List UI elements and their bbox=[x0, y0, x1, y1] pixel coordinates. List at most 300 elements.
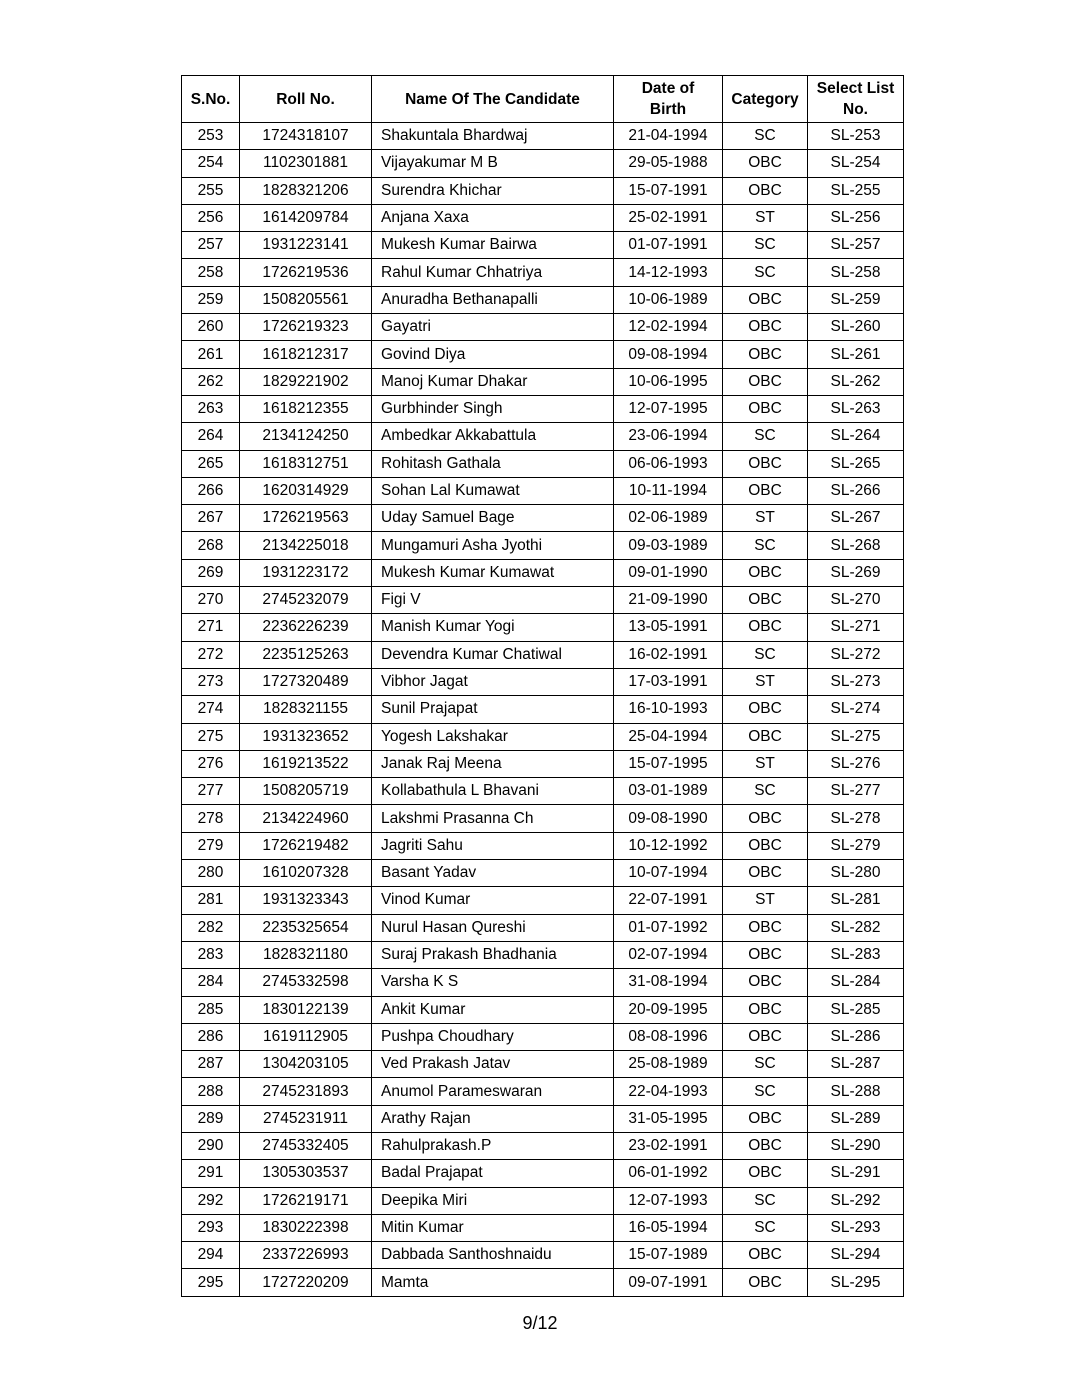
cell-date-of-birth: 15-07-1989 bbox=[614, 1242, 723, 1269]
cell-category: ST bbox=[723, 887, 808, 914]
cell-sno: 255 bbox=[182, 177, 240, 204]
cell-sno: 261 bbox=[182, 341, 240, 368]
table-row bbox=[182, 232, 904, 259]
cell-select-list-no: SL-265 bbox=[808, 450, 904, 477]
cell-candidate-name: Ankit Kumar bbox=[372, 996, 614, 1023]
cell-sno: 281 bbox=[182, 887, 240, 914]
cell-category: OBC bbox=[723, 177, 808, 204]
cell-date-of-birth: 21-09-1990 bbox=[614, 587, 723, 614]
cell-roll-no: 1830222398 bbox=[240, 1214, 372, 1241]
table-row bbox=[182, 450, 904, 477]
cell-category: OBC bbox=[723, 614, 808, 641]
cell-candidate-name: Yogesh Lakshakar bbox=[372, 723, 614, 750]
cell-category: OBC bbox=[723, 559, 808, 586]
cell-select-list-no: SL-278 bbox=[808, 805, 904, 832]
cell-roll-no: 2235125263 bbox=[240, 641, 372, 668]
cell-roll-no: 1305303537 bbox=[240, 1160, 372, 1187]
cell-sno: 291 bbox=[182, 1160, 240, 1187]
cell-candidate-name: Janak Raj Meena bbox=[372, 750, 614, 777]
cell-category: SC bbox=[723, 1051, 808, 1078]
cell-candidate-name: Surendra Khichar bbox=[372, 177, 614, 204]
cell-roll-no: 2745332598 bbox=[240, 969, 372, 996]
candidate-table-container bbox=[181, 75, 903, 1297]
table-row bbox=[182, 668, 904, 695]
cell-roll-no: 1726219323 bbox=[240, 314, 372, 341]
cell-category: OBC bbox=[723, 941, 808, 968]
cell-roll-no: 1931323652 bbox=[240, 723, 372, 750]
table-row bbox=[182, 1105, 904, 1132]
cell-select-list-no: SL-284 bbox=[808, 969, 904, 996]
table-row bbox=[182, 395, 904, 422]
cell-candidate-name: Rahul Kumar Chhatriya bbox=[372, 259, 614, 286]
cell-roll-no: 1508205719 bbox=[240, 778, 372, 805]
cell-select-list-no: SL-273 bbox=[808, 668, 904, 695]
table-row bbox=[182, 532, 904, 559]
cell-date-of-birth: 22-04-1993 bbox=[614, 1078, 723, 1105]
cell-roll-no: 1830122139 bbox=[240, 996, 372, 1023]
table-row bbox=[182, 1214, 904, 1241]
cell-sno: 256 bbox=[182, 204, 240, 231]
cell-category: OBC bbox=[723, 1242, 808, 1269]
cell-date-of-birth: 02-06-1989 bbox=[614, 505, 723, 532]
cell-select-list-no: SL-262 bbox=[808, 368, 904, 395]
cell-date-of-birth: 12-07-1993 bbox=[614, 1187, 723, 1214]
cell-candidate-name: Kollabathula L Bhavani bbox=[372, 778, 614, 805]
table-row bbox=[182, 177, 904, 204]
cell-select-list-no: SL-282 bbox=[808, 914, 904, 941]
cell-category: ST bbox=[723, 505, 808, 532]
cell-category: OBC bbox=[723, 1023, 808, 1050]
cell-date-of-birth: 29-05-1988 bbox=[614, 150, 723, 177]
cell-date-of-birth: 23-06-1994 bbox=[614, 423, 723, 450]
table-row bbox=[182, 505, 904, 532]
cell-sno: 294 bbox=[182, 1242, 240, 1269]
cell-candidate-name: Jagriti Sahu bbox=[372, 832, 614, 859]
table-row bbox=[182, 1132, 904, 1159]
table-row bbox=[182, 641, 904, 668]
cell-date-of-birth: 12-02-1994 bbox=[614, 314, 723, 341]
cell-category: OBC bbox=[723, 696, 808, 723]
table-row bbox=[182, 259, 904, 286]
cell-sno: 278 bbox=[182, 805, 240, 832]
cell-sno: 258 bbox=[182, 259, 240, 286]
cell-category: ST bbox=[723, 668, 808, 695]
cell-category: OBC bbox=[723, 860, 808, 887]
cell-candidate-name: Rahulprakash.P bbox=[372, 1132, 614, 1159]
table-row bbox=[182, 614, 904, 641]
table-row bbox=[182, 969, 904, 996]
cell-candidate-name: Anumol Parameswaran bbox=[372, 1078, 614, 1105]
cell-sno: 272 bbox=[182, 641, 240, 668]
cell-candidate-name: Figi V bbox=[372, 587, 614, 614]
table-row bbox=[182, 1269, 904, 1296]
table-row bbox=[182, 1023, 904, 1050]
table-row bbox=[182, 750, 904, 777]
cell-date-of-birth: 09-03-1989 bbox=[614, 532, 723, 559]
cell-roll-no: 2745232079 bbox=[240, 587, 372, 614]
cell-category: ST bbox=[723, 750, 808, 777]
cell-sno: 290 bbox=[182, 1132, 240, 1159]
cell-category: SC bbox=[723, 641, 808, 668]
cell-candidate-name: Ved Prakash Jatav bbox=[372, 1051, 614, 1078]
cell-date-of-birth: 10-11-1994 bbox=[614, 477, 723, 504]
cell-roll-no: 1727320489 bbox=[240, 668, 372, 695]
table-row bbox=[182, 314, 904, 341]
cell-date-of-birth: 12-07-1995 bbox=[614, 395, 723, 422]
cell-roll-no: 1102301881 bbox=[240, 150, 372, 177]
cell-date-of-birth: 03-01-1989 bbox=[614, 778, 723, 805]
cell-sno: 279 bbox=[182, 832, 240, 859]
cell-roll-no: 1829221902 bbox=[240, 368, 372, 395]
cell-candidate-name: Vinod Kumar bbox=[372, 887, 614, 914]
cell-candidate-name: Rohitash Gathala bbox=[372, 450, 614, 477]
cell-candidate-name: Manish Kumar Yogi bbox=[372, 614, 614, 641]
table-row bbox=[182, 123, 904, 150]
cell-sno: 282 bbox=[182, 914, 240, 941]
cell-sno: 293 bbox=[182, 1214, 240, 1241]
cell-sno: 270 bbox=[182, 587, 240, 614]
cell-sno: 277 bbox=[182, 778, 240, 805]
cell-date-of-birth: 09-08-1994 bbox=[614, 341, 723, 368]
cell-category: SC bbox=[723, 1214, 808, 1241]
cell-date-of-birth: 25-04-1994 bbox=[614, 723, 723, 750]
cell-candidate-name: Sohan Lal Kumawat bbox=[372, 477, 614, 504]
table-row bbox=[182, 204, 904, 231]
cell-date-of-birth: 25-02-1991 bbox=[614, 204, 723, 231]
cell-roll-no: 1618312751 bbox=[240, 450, 372, 477]
cell-date-of-birth: 13-05-1991 bbox=[614, 614, 723, 641]
cell-select-list-no: SL-275 bbox=[808, 723, 904, 750]
cell-sno: 288 bbox=[182, 1078, 240, 1105]
cell-candidate-name: Devendra Kumar Chatiwal bbox=[372, 641, 614, 668]
cell-select-list-no: SL-285 bbox=[808, 996, 904, 1023]
cell-roll-no: 1618212317 bbox=[240, 341, 372, 368]
cell-roll-no: 2337226993 bbox=[240, 1242, 372, 1269]
cell-category: OBC bbox=[723, 1132, 808, 1159]
cell-date-of-birth: 31-05-1995 bbox=[614, 1105, 723, 1132]
candidate-table bbox=[181, 75, 904, 1297]
cell-select-list-no: SL-280 bbox=[808, 860, 904, 887]
cell-select-list-no: SL-289 bbox=[808, 1105, 904, 1132]
cell-candidate-name: Mukesh Kumar Bairwa bbox=[372, 232, 614, 259]
cell-sno: 271 bbox=[182, 614, 240, 641]
cell-category: SC bbox=[723, 123, 808, 150]
cell-candidate-name: Arathy Rajan bbox=[372, 1105, 614, 1132]
cell-select-list-no: SL-264 bbox=[808, 423, 904, 450]
cell-date-of-birth: 10-06-1989 bbox=[614, 286, 723, 313]
cell-roll-no: 1610207328 bbox=[240, 860, 372, 887]
cell-candidate-name: Basant Yadav bbox=[372, 860, 614, 887]
cell-select-list-no: SL-266 bbox=[808, 477, 904, 504]
table-row bbox=[182, 587, 904, 614]
cell-select-list-no: SL-270 bbox=[808, 587, 904, 614]
cell-date-of-birth: 01-07-1991 bbox=[614, 232, 723, 259]
cell-select-list-no: SL-255 bbox=[808, 177, 904, 204]
table-row bbox=[182, 914, 904, 941]
cell-roll-no: 1619213522 bbox=[240, 750, 372, 777]
cell-sno: 273 bbox=[182, 668, 240, 695]
cell-date-of-birth: 09-07-1991 bbox=[614, 1269, 723, 1296]
cell-sno: 268 bbox=[182, 532, 240, 559]
cell-roll-no: 2745231893 bbox=[240, 1078, 372, 1105]
cell-roll-no: 1618212355 bbox=[240, 395, 372, 422]
cell-sno: 266 bbox=[182, 477, 240, 504]
cell-candidate-name: Pushpa Choudhary bbox=[372, 1023, 614, 1050]
table-row bbox=[182, 286, 904, 313]
cell-candidate-name: Lakshmi Prasanna Ch bbox=[372, 805, 614, 832]
cell-sno: 276 bbox=[182, 750, 240, 777]
cell-date-of-birth: 14-12-1993 bbox=[614, 259, 723, 286]
cell-category: OBC bbox=[723, 587, 808, 614]
cell-sno: 274 bbox=[182, 696, 240, 723]
table-row bbox=[182, 805, 904, 832]
cell-roll-no: 1304203105 bbox=[240, 1051, 372, 1078]
cell-select-list-no: SL-295 bbox=[808, 1269, 904, 1296]
cell-sno: 275 bbox=[182, 723, 240, 750]
cell-category: OBC bbox=[723, 723, 808, 750]
cell-category: OBC bbox=[723, 969, 808, 996]
cell-roll-no: 1620314929 bbox=[240, 477, 372, 504]
table-row bbox=[182, 341, 904, 368]
cell-roll-no: 1828321155 bbox=[240, 696, 372, 723]
cell-category: SC bbox=[723, 232, 808, 259]
table-row bbox=[182, 150, 904, 177]
cell-select-list-no: SL-257 bbox=[808, 232, 904, 259]
cell-candidate-name: Anjana Xaxa bbox=[372, 204, 614, 231]
cell-category: OBC bbox=[723, 832, 808, 859]
cell-sno: 295 bbox=[182, 1269, 240, 1296]
cell-select-list-no: SL-258 bbox=[808, 259, 904, 286]
cell-candidate-name: Gurbhinder Singh bbox=[372, 395, 614, 422]
cell-category: SC bbox=[723, 778, 808, 805]
cell-category: OBC bbox=[723, 996, 808, 1023]
table-row bbox=[182, 477, 904, 504]
header-sno: S.No. bbox=[182, 76, 240, 123]
cell-select-list-no: SL-260 bbox=[808, 314, 904, 341]
cell-category: OBC bbox=[723, 914, 808, 941]
cell-select-list-no: SL-294 bbox=[808, 1242, 904, 1269]
cell-select-list-no: SL-276 bbox=[808, 750, 904, 777]
cell-select-list-no: SL-271 bbox=[808, 614, 904, 641]
header-roll-no: Roll No. bbox=[240, 76, 372, 123]
cell-date-of-birth: 16-10-1993 bbox=[614, 696, 723, 723]
table-row bbox=[182, 423, 904, 450]
cell-category: OBC bbox=[723, 1160, 808, 1187]
cell-sno: 292 bbox=[182, 1187, 240, 1214]
cell-category: OBC bbox=[723, 341, 808, 368]
cell-sno: 254 bbox=[182, 150, 240, 177]
header-select-list-no: Select List No. bbox=[808, 76, 904, 123]
cell-category: OBC bbox=[723, 395, 808, 422]
cell-select-list-no: SL-277 bbox=[808, 778, 904, 805]
cell-candidate-name: Suraj Prakash Bhadhania bbox=[372, 941, 614, 968]
cell-candidate-name: Dabbada Santhoshnaidu bbox=[372, 1242, 614, 1269]
cell-date-of-birth: 08-08-1996 bbox=[614, 1023, 723, 1050]
cell-sno: 284 bbox=[182, 969, 240, 996]
cell-select-list-no: SL-256 bbox=[808, 204, 904, 231]
cell-sno: 259 bbox=[182, 286, 240, 313]
cell-date-of-birth: 25-08-1989 bbox=[614, 1051, 723, 1078]
cell-roll-no: 1614209784 bbox=[240, 204, 372, 231]
cell-category: ST bbox=[723, 204, 808, 231]
cell-date-of-birth: 21-04-1994 bbox=[614, 123, 723, 150]
table-row bbox=[182, 1160, 904, 1187]
cell-sno: 262 bbox=[182, 368, 240, 395]
table-row bbox=[182, 832, 904, 859]
table-row bbox=[182, 996, 904, 1023]
cell-roll-no: 2745332405 bbox=[240, 1132, 372, 1159]
table-row bbox=[182, 1242, 904, 1269]
cell-date-of-birth: 16-02-1991 bbox=[614, 641, 723, 668]
cell-date-of-birth: 31-08-1994 bbox=[614, 969, 723, 996]
cell-category: OBC bbox=[723, 805, 808, 832]
cell-candidate-name: Vijayakumar M B bbox=[372, 150, 614, 177]
cell-roll-no: 1726219536 bbox=[240, 259, 372, 286]
cell-roll-no: 1724318107 bbox=[240, 123, 372, 150]
cell-candidate-name: Gayatri bbox=[372, 314, 614, 341]
cell-select-list-no: SL-269 bbox=[808, 559, 904, 586]
cell-candidate-name: Uday Samuel Bage bbox=[372, 505, 614, 532]
table-row bbox=[182, 1078, 904, 1105]
table-row bbox=[182, 860, 904, 887]
cell-candidate-name: Govind Diya bbox=[372, 341, 614, 368]
cell-candidate-name: Mungamuri Asha Jyothi bbox=[372, 532, 614, 559]
cell-select-list-no: SL-281 bbox=[808, 887, 904, 914]
cell-select-list-no: SL-272 bbox=[808, 641, 904, 668]
table-row bbox=[182, 941, 904, 968]
cell-select-list-no: SL-286 bbox=[808, 1023, 904, 1050]
cell-candidate-name: Nurul Hasan Qureshi bbox=[372, 914, 614, 941]
table-body bbox=[182, 123, 904, 1297]
cell-select-list-no: SL-290 bbox=[808, 1132, 904, 1159]
cell-candidate-name: Varsha K S bbox=[372, 969, 614, 996]
cell-select-list-no: SL-254 bbox=[808, 150, 904, 177]
cell-sno: 289 bbox=[182, 1105, 240, 1132]
cell-roll-no: 1726219171 bbox=[240, 1187, 372, 1214]
cell-select-list-no: SL-259 bbox=[808, 286, 904, 313]
cell-select-list-no: SL-261 bbox=[808, 341, 904, 368]
cell-select-list-no: SL-287 bbox=[808, 1051, 904, 1078]
table-row bbox=[182, 778, 904, 805]
cell-candidate-name: Shakuntala Bhardwaj bbox=[372, 123, 614, 150]
cell-candidate-name: Sunil Prajapat bbox=[372, 696, 614, 723]
cell-candidate-name: Vibhor Jagat bbox=[372, 668, 614, 695]
cell-roll-no: 1931223172 bbox=[240, 559, 372, 586]
header-candidate-name: Name Of The Candidate bbox=[372, 76, 614, 123]
cell-select-list-no: SL-263 bbox=[808, 395, 904, 422]
cell-category: OBC bbox=[723, 1105, 808, 1132]
cell-select-list-no: SL-279 bbox=[808, 832, 904, 859]
cell-candidate-name: Ambedkar Akkabattula bbox=[372, 423, 614, 450]
cell-roll-no: 1828321180 bbox=[240, 941, 372, 968]
cell-date-of-birth: 10-06-1995 bbox=[614, 368, 723, 395]
cell-date-of-birth: 22-07-1991 bbox=[614, 887, 723, 914]
cell-category: SC bbox=[723, 532, 808, 559]
cell-sno: 260 bbox=[182, 314, 240, 341]
table-row bbox=[182, 368, 904, 395]
cell-candidate-name: Badal Prajapat bbox=[372, 1160, 614, 1187]
cell-category: SC bbox=[723, 1187, 808, 1214]
cell-sno: 280 bbox=[182, 860, 240, 887]
cell-sno: 283 bbox=[182, 941, 240, 968]
cell-select-list-no: SL-253 bbox=[808, 123, 904, 150]
cell-roll-no: 2134224960 bbox=[240, 805, 372, 832]
cell-category: SC bbox=[723, 423, 808, 450]
cell-category: OBC bbox=[723, 150, 808, 177]
table-row bbox=[182, 887, 904, 914]
cell-date-of-birth: 01-07-1992 bbox=[614, 914, 723, 941]
cell-category: SC bbox=[723, 1078, 808, 1105]
cell-roll-no: 1931223141 bbox=[240, 232, 372, 259]
cell-roll-no: 2236226239 bbox=[240, 614, 372, 641]
cell-candidate-name: Anuradha Bethanapalli bbox=[372, 286, 614, 313]
cell-date-of-birth: 10-12-1992 bbox=[614, 832, 723, 859]
cell-roll-no: 1619112905 bbox=[240, 1023, 372, 1050]
cell-sno: 264 bbox=[182, 423, 240, 450]
cell-sno: 287 bbox=[182, 1051, 240, 1078]
cell-select-list-no: SL-283 bbox=[808, 941, 904, 968]
cell-select-list-no: SL-292 bbox=[808, 1187, 904, 1214]
header-date-of-birth: Date of Birth bbox=[614, 76, 723, 123]
cell-date-of-birth: 23-02-1991 bbox=[614, 1132, 723, 1159]
cell-date-of-birth: 17-03-1991 bbox=[614, 668, 723, 695]
cell-roll-no: 1726219482 bbox=[240, 832, 372, 859]
cell-candidate-name: Manoj Kumar Dhakar bbox=[372, 368, 614, 395]
cell-roll-no: 1726219563 bbox=[240, 505, 372, 532]
cell-sno: 265 bbox=[182, 450, 240, 477]
cell-roll-no: 1931323343 bbox=[240, 887, 372, 914]
cell-sno: 267 bbox=[182, 505, 240, 532]
cell-sno: 253 bbox=[182, 123, 240, 150]
cell-category: OBC bbox=[723, 286, 808, 313]
table-row bbox=[182, 1187, 904, 1214]
cell-category: OBC bbox=[723, 1269, 808, 1296]
cell-category: OBC bbox=[723, 368, 808, 395]
cell-sno: 263 bbox=[182, 395, 240, 422]
cell-select-list-no: SL-291 bbox=[808, 1160, 904, 1187]
cell-date-of-birth: 09-08-1990 bbox=[614, 805, 723, 832]
cell-date-of-birth: 15-07-1995 bbox=[614, 750, 723, 777]
table-row bbox=[182, 696, 904, 723]
table-row bbox=[182, 723, 904, 750]
cell-date-of-birth: 06-06-1993 bbox=[614, 450, 723, 477]
cell-sno: 257 bbox=[182, 232, 240, 259]
cell-select-list-no: SL-267 bbox=[808, 505, 904, 532]
cell-sno: 269 bbox=[182, 559, 240, 586]
cell-candidate-name: Deepika Miri bbox=[372, 1187, 614, 1214]
table-header-row bbox=[182, 76, 904, 123]
cell-roll-no: 1727220209 bbox=[240, 1269, 372, 1296]
cell-date-of-birth: 16-05-1994 bbox=[614, 1214, 723, 1241]
cell-candidate-name: Mukesh Kumar Kumawat bbox=[372, 559, 614, 586]
cell-category: SC bbox=[723, 259, 808, 286]
cell-candidate-name: Mitin Kumar bbox=[372, 1214, 614, 1241]
cell-category: OBC bbox=[723, 314, 808, 341]
cell-candidate-name: Mamta bbox=[372, 1269, 614, 1296]
cell-sno: 286 bbox=[182, 1023, 240, 1050]
cell-roll-no: 2235325654 bbox=[240, 914, 372, 941]
cell-date-of-birth: 09-01-1990 bbox=[614, 559, 723, 586]
cell-roll-no: 1508205561 bbox=[240, 286, 372, 313]
cell-select-list-no: SL-293 bbox=[808, 1214, 904, 1241]
cell-sno: 285 bbox=[182, 996, 240, 1023]
page-number: 9/12 bbox=[522, 1313, 558, 1333]
header-category: Category bbox=[723, 76, 808, 123]
cell-roll-no: 2134124250 bbox=[240, 423, 372, 450]
cell-date-of-birth: 06-01-1992 bbox=[614, 1160, 723, 1187]
cell-date-of-birth: 15-07-1991 bbox=[614, 177, 723, 204]
cell-category: OBC bbox=[723, 450, 808, 477]
